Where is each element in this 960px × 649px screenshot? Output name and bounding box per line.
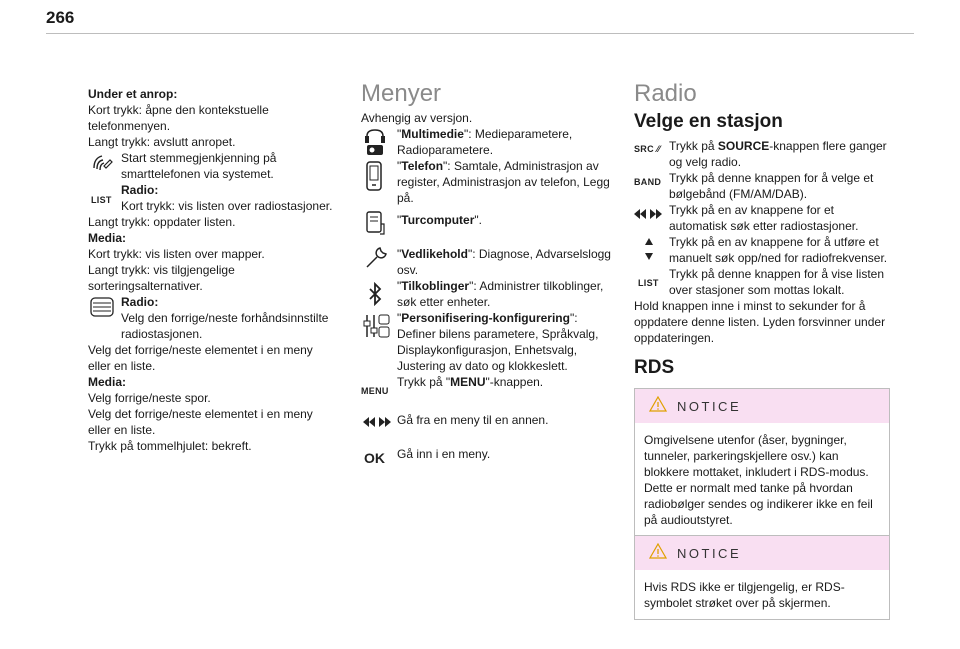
ok-desc: Gå inn i en meny. — [397, 447, 491, 461]
turcomputer-desc: ". — [474, 213, 482, 227]
seek-arrows-icon — [634, 207, 662, 223]
notice-header — [635, 389, 889, 423]
media2-text: Trykk på tommelhjulet: bekreft. — [88, 439, 252, 453]
src-desc: -knappen flere ganger og velg radio. — [669, 139, 887, 169]
band-icon: BAND — [634, 177, 662, 187]
left-right-arrows-icon — [363, 415, 391, 431]
notice-header — [635, 536, 889, 570]
multimedia-icon — [363, 128, 387, 160]
warning-icon — [649, 543, 667, 564]
menu-icon: MENU — [361, 386, 389, 396]
personifisering-label: Personifisering-konfigurering — [401, 311, 570, 325]
updown-desc: Trykk på en av knappene for å utføre et manuelt søk opp/ned for radiofrekvenser. — [669, 235, 888, 265]
menus-title: Menyer — [361, 80, 442, 107]
trip-computer-icon — [365, 210, 385, 242]
radio-heading: Radio: — [121, 183, 159, 197]
tilkoblinger-label: Tilkoblinger — [401, 279, 470, 293]
src-pre: Trykk på — [669, 139, 718, 153]
radio2-heading: Radio: — [121, 295, 159, 309]
station-subtitle: Velge en stasjon — [634, 111, 783, 132]
voice-recognition-icon — [90, 152, 114, 180]
list-desc: Trykk på denne knappen for å vise listen over stasjoner som mottas lokalt. — [669, 267, 885, 297]
media2-text: Velg det forrige/neste elementet i en meny eller en liste. — [88, 407, 313, 437]
menus-intro: Avhengig av versjon. — [361, 111, 473, 125]
ok-icon: OK — [364, 450, 385, 466]
arrows-desc: Gå fra en meny til en annen. — [397, 413, 549, 427]
rds-title: RDS — [634, 357, 675, 378]
seek-desc: Trykk på en av knappene for et automatisk søk etter radiostasjoner. — [669, 203, 859, 233]
settings-icon — [362, 312, 390, 344]
notice-body: Hvis RDS ikke er tilgjengelig, er RDS-symbolet strøket over på skjermen. — [644, 580, 845, 610]
source-icon: SRC ⁄⁄ — [634, 144, 661, 154]
source-label: SRC — [634, 144, 654, 154]
radio-text: Langt trykk: oppdater listen. — [88, 215, 236, 229]
media-heading: Media: — [88, 231, 127, 245]
media-text: Langt trykk: vis tilgjengelige sorteringsalternativer. — [88, 263, 235, 293]
maintenance-icon — [364, 246, 388, 274]
column-2: Menyer Avhengig av versjon. "Multimedie": Medieparametere, Radioparametere. "Telefon": Samtale, Administrasjon av register, Administrasjon av telefon, Legg på. "Turcomputer". "Vedlikehold": Diagnose, Advarselslogg osv. "Tilkoblinger": Administrer tilkoblinger, søk etter enheter. "Personifisering-konfigurering": Definer bilens parametere, Språkvalg, Displaykonfigurasjon, Enhetsvalg, Justering av dato og klokkeslett. MENU Trykk på "MENU"-knappen. Gå fra en meny til en annen. OK Gå inn i en meny. — [361, 80, 611, 466]
radio2-text: Velg den forrige/neste forhåndsinnstilte radiostasjonen. — [121, 311, 329, 341]
media-text: Kort trykk: vis listen over mapper. — [88, 247, 265, 261]
warning-icon — [649, 396, 667, 417]
thumbwheel-icon — [90, 296, 114, 322]
radio-text: Kort trykk: vis listen over radiostasjoner. — [121, 199, 333, 213]
list-icon: LIST — [638, 278, 659, 288]
column-1 — [88, 86, 333, 454]
multimedia-desc: ": Medieparametere, Radioparametere. — [397, 127, 573, 157]
notice-box-2 — [634, 535, 890, 620]
notice-body: Omgivelsene utenfor (åser, bygninger, tunneler, parkeringskjellere osv.) kan blokkere mottaket, inkludert i RDS-modus. Dette er normalt med tanke på hvordan radiobølger sendes og indikerer ikke en feil på audioutstyret. — [644, 433, 873, 527]
column-3 — [634, 80, 890, 378]
tilkoblinger-desc: ": Administrer tilkoblinger, søk etter enheter. — [397, 279, 604, 309]
turcomputer-label: Turcomputer — [401, 213, 475, 227]
telefon-desc: ": Samtale, Administrasjon av register, Administrasjon av telefon, Legg på. — [397, 159, 610, 205]
media2-heading: Media: — [88, 375, 127, 389]
header-rule — [46, 33, 914, 34]
telefon-label: Telefon — [401, 159, 444, 173]
personifisering-desc: ": Definer bilens parametere, Språkvalg, Displaykonfigurasjon, Enhetsvalg, Justering av dato og klokkeslett. — [397, 311, 599, 373]
multimedia-label: Multimedie — [401, 127, 464, 141]
radio2-text: Velg det forrige/neste elementet i en meny eller en liste. — [88, 343, 313, 373]
under-call-text: Kort trykk: åpne den kontekstuelle telefonmenyen. — [88, 103, 269, 133]
voice-text: Start stemmegjenkjenning på smarttelefonen via systemet. — [121, 151, 277, 181]
page-number: 266 — [46, 8, 75, 27]
src-bold: SOURCE — [717, 139, 770, 153]
notice-title: NOTICE — [677, 398, 742, 414]
band-desc: Trykk på denne knappen for å velge et bølgebånd (FM/AM/DAB). — [669, 171, 874, 201]
list-icon: LIST — [91, 195, 112, 205]
under-call-heading: Under et anrop: — [88, 87, 178, 101]
menu-desc: "-knappen. — [485, 375, 544, 389]
menu-bold: MENU — [450, 375, 486, 389]
radio-title: Radio — [634, 80, 697, 107]
notice-box-1 — [634, 388, 890, 537]
hold-desc: Hold knappen inne i minst to sekunder for å oppdatere denne listen. Lyden forsvinner under oppdateringen. — [634, 299, 886, 345]
under-call-text: Langt trykk: avslutt anropet. — [88, 135, 236, 149]
bluetooth-icon — [368, 282, 382, 310]
menu-pre: Trykk på " — [397, 375, 451, 389]
notice-title: NOTICE — [677, 545, 742, 561]
vedlikehold-label: Vedlikehold — [401, 247, 468, 261]
phone-icon — [365, 161, 383, 195]
up-down-arrows-icon — [644, 236, 654, 266]
media2-text: Velg forrige/neste spor. — [88, 391, 211, 405]
vedlikehold-desc: ": Diagnose, Advarselslogg osv. — [397, 247, 611, 277]
